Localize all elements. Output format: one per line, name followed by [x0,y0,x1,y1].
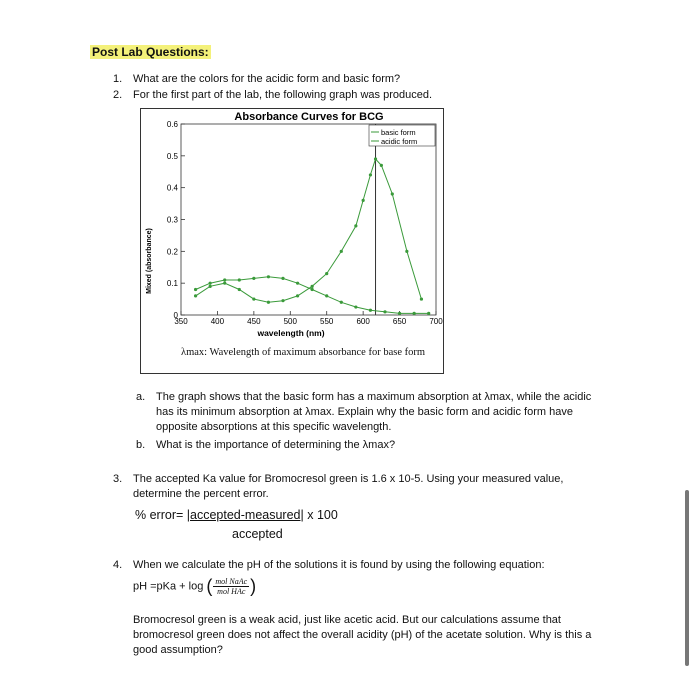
data-point [340,301,343,304]
lambda-max-symbol: λmax [181,347,205,358]
data-point [281,277,284,280]
x-tick-label: 400 [210,317,225,326]
data-point [267,275,270,278]
data-point [340,250,343,253]
data-point [405,250,408,253]
data-point [420,297,423,300]
y-tick-label: 0 [173,311,178,320]
data-point [209,282,212,285]
data-point [325,294,328,297]
series-line-basic-form [196,159,422,302]
x-axis-label: wavelength (nm) [257,328,325,338]
caption-text: : Wavelength of maximum absorbance for base form [204,347,426,358]
data-point [354,305,357,308]
page-title: Post Lab Questions: [92,45,209,59]
right-paren: ) [250,576,257,596]
data-point [267,301,270,304]
equation-fraction [213,577,249,596]
data-point [223,282,226,285]
data-point [398,312,401,315]
data-point [369,173,372,176]
legend-entry: basic form [381,128,416,137]
question-number: 2. [113,89,123,101]
data-point [374,157,377,160]
question-number: 4. [113,559,123,571]
left-paren: ( [206,576,213,596]
y-tick-label: 0.5 [166,151,178,161]
data-point [354,224,357,227]
question-text-line2: determine the percent error. [133,488,269,500]
x-tick-label: 500 [283,317,297,326]
y-axis-label: Mixed (absorbance) [146,228,153,294]
question-number: 3. [113,473,123,485]
percent-error-formula [135,508,338,522]
fraction-numerator: mol NaAc [215,577,248,586]
y-tick-label: 0.6 [166,120,178,129]
x-tick-label: 700 [429,317,443,326]
data-point [311,285,314,288]
data-point [296,282,299,285]
figure-caption [181,347,425,358]
question-number: 1. [113,73,123,85]
data-point [252,277,255,280]
formula-numerator: |accepted-measured| [186,508,304,522]
x-tick-label: 550 [320,317,334,326]
question-text: The graph shows that the basic form has a maximum absorption at λmax, while the acidic has its minimum absorption at λmax. Explain why the basic form and acidic form have opposite absorptions at this specific wavelength. [156,391,592,433]
formula-lhs: % error= [135,508,187,522]
data-point [209,285,212,288]
x-tick-label: 650 [392,317,407,326]
question-text: What is the importance of determining the λmax? [156,439,396,451]
data-point [194,288,197,291]
data-point [362,199,365,202]
question-number: b. [136,439,146,451]
absorbance-chart [141,109,443,339]
data-point [238,288,241,291]
data-point [194,294,197,297]
formula-times: x 100 [303,508,338,522]
scrollbar[interactable] [685,490,689,666]
data-point [252,297,255,300]
data-point [296,294,299,297]
data-point [427,312,430,315]
plot-frame [181,124,436,315]
data-point [391,192,394,195]
y-tick-label: 0.3 [166,215,178,225]
question-text: What are the colors for the acidic form and basic form? [133,73,401,85]
data-point [325,272,328,275]
x-tick-label: 600 [356,317,370,326]
data-point [369,309,372,312]
data-point [238,278,241,281]
data-point [413,312,416,315]
question-text-line1: The accepted Ka value for Bromocresol green is 1.6 x 10-5. Using your measured value, [133,473,564,485]
equation-lhs: pH =pKa + log [133,580,207,593]
question-number: a. [136,391,146,403]
y-tick-label: 0.1 [166,279,178,289]
data-point [311,288,314,291]
data-point [380,164,383,167]
data-point [281,299,284,302]
fraction-denominator: mol HAc [217,587,246,596]
ph-equation [133,576,256,597]
data-point [383,310,386,313]
x-tick-label: 450 [247,317,261,326]
formula-denominator: accepted [232,527,283,541]
y-tick-label: 0.2 [166,247,178,257]
y-tick-label: 0.4 [166,183,178,193]
question-text: For the first part of the lab, the following graph was produced. [133,89,432,101]
legend-entry: acidic form [381,137,418,146]
series-line-acidic-form [196,277,429,314]
data-point [223,278,226,281]
question-4-paragraph: Bromocresol green is a weak acid, just like acetic acid. But our calculations assume that bromocresol green does not affect the overall acidity (pH) of the acetate solution. Why is this a good assumption? [133,614,592,656]
chart-title: Absorbance Curves for BCG [234,111,384,123]
question-text: When we calculate the pH of the solutions it is found by using the following equation: [133,559,545,571]
x-tick-label: 350 [174,317,188,326]
absorbance-figure [140,108,444,374]
